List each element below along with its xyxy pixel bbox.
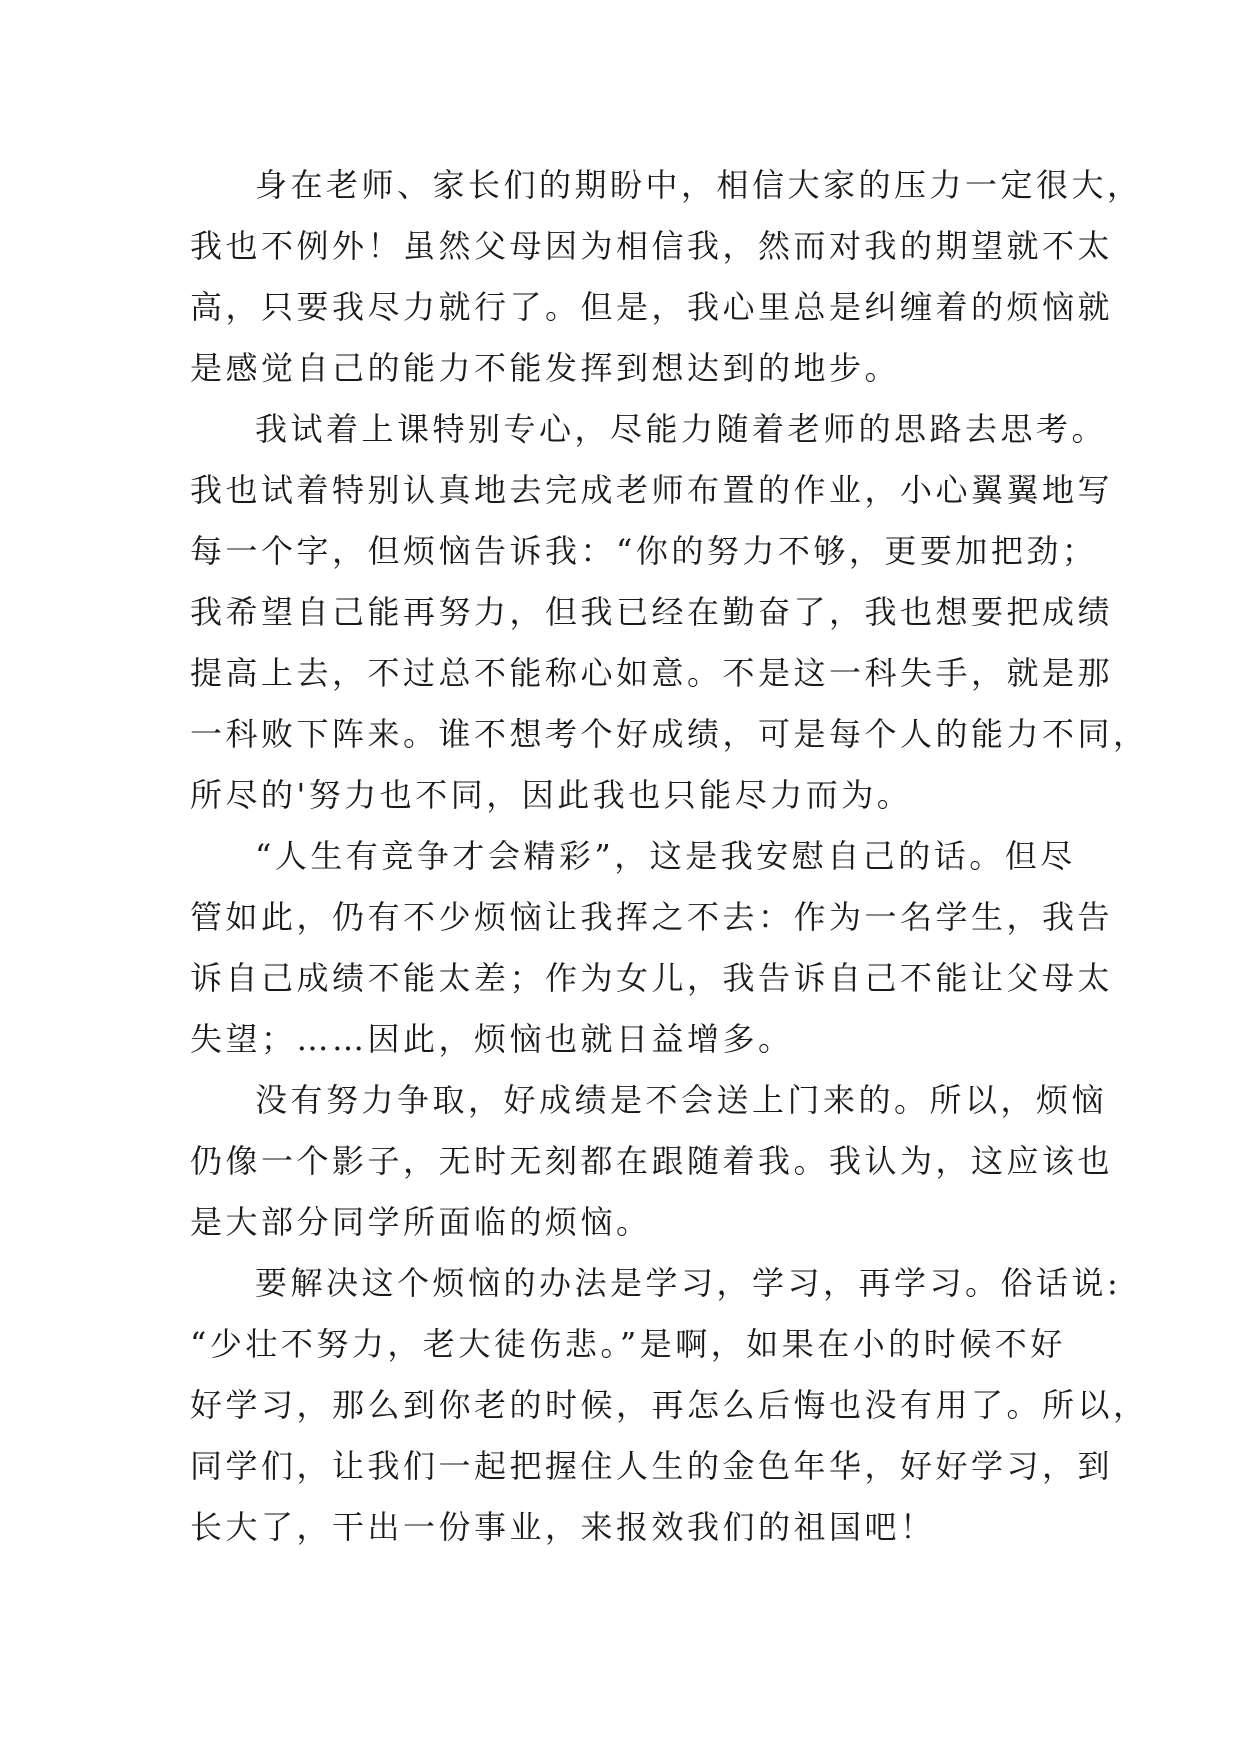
text-line: 我试着上课特别专心，尽能力随着老师的思路去思考。 — [255, 410, 1108, 448]
text-line: 一科败下阵来。谁不想考个好成绩，可是每个人的能力不同， — [190, 715, 1149, 753]
text-line: 我也不例外！虽然父母因为相信我，然而对我的期望就不太 — [190, 227, 1114, 265]
text-line: 好学习，那么到你老的时候，再怎么后悔也没有用了。所以， — [190, 1386, 1149, 1424]
text-line: 每一个字，但烦恼告诉我：“你的努力不够，更要加把劲； — [190, 532, 1098, 570]
text-line: “少壮不努力，老大徒伤悲。”是啊，如果在小的时候不好 — [190, 1325, 1066, 1363]
essay-body — [190, 155, 1149, 1558]
text-line: 管如此，仍有不少烦恼让我挥之不去：作为一名学生，我告 — [190, 898, 1114, 936]
text-line: 身在老师、家长们的期盼中，相信大家的压力一定很大， — [255, 166, 1143, 204]
text-line: 所尽的'努力也不同，因此我也只能尽力而为。 — [190, 776, 913, 814]
text-line: 是大部分同学所面临的烦恼。 — [190, 1203, 652, 1241]
text-line: 提高上去，不过总不能称心如意。不是这一科失手，就是那 — [190, 654, 1114, 692]
text-line: 我希望自己能再努力，但我已经在勤奋了，我也想要把成绩 — [190, 593, 1114, 631]
text-line: “人生有竞争才会精彩”，这是我安慰自己的话。但尽 — [255, 837, 1076, 875]
text-line: 诉自己成绩不能太差；作为女儿，我告诉自己不能让父母太 — [190, 959, 1114, 997]
text-line: 仍像一个影子，无时无刻都在跟随着我。我认为，这应该也 — [190, 1142, 1114, 1180]
text-line: 要解决这个烦恼的办法是学习，学习，再学习。俗话说: — [255, 1264, 1122, 1302]
text-line: 失望；……因此，烦恼也就日益增多。 — [190, 1020, 794, 1058]
text-line: 我也试着特别认真地去完成老师布置的作业，小心翼翼地写 — [190, 471, 1114, 509]
text-line: 长大了，干出一份事业，来报效我们的祖国吧！ — [190, 1508, 936, 1546]
text-line: 同学们，让我们一起把握住人生的金色年华，好好学习，到 — [190, 1447, 1114, 1485]
text-line: 没有努力争取，好成绩是不会送上门来的。所以，烦恼 — [255, 1081, 1108, 1119]
text-line: 高，只要我尽力就行了。但是，我心里总是纠缠着的烦恼就 — [190, 288, 1114, 326]
text-line: 是感觉自己的能力不能发挥到想达到的地步。 — [190, 349, 901, 387]
